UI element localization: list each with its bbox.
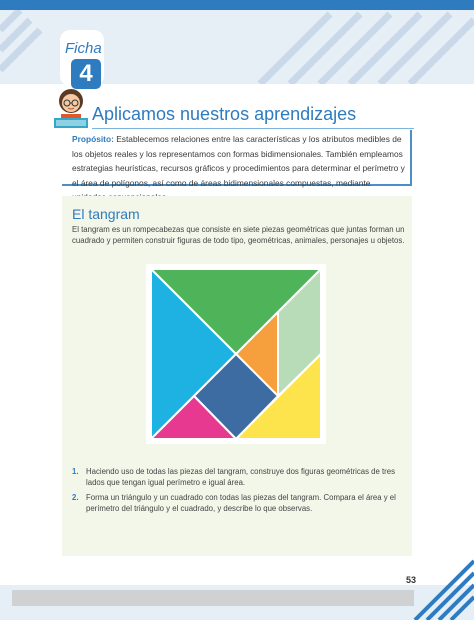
panel-intro: El tangram es un rompecabezas que consiste en siete piezas geométricas que juntas forman un cuadrado y permiten construir figuras de todo tipo, geométricas, animales, personajes u objetos. — [72, 225, 405, 245]
question-number: 2. — [72, 493, 79, 502]
girl-reading-icon — [50, 86, 92, 134]
page-number: 53 — [406, 575, 417, 585]
question-text: Forma un triángulo y un cuadrado con todas las piezas del tangram. Compara el área y el perímetro del triángulo y el cuadrado, y describe lo que observas. — [86, 493, 396, 513]
purpose-label: Propósito: — [72, 134, 114, 144]
ficha-number: 4 — [71, 59, 101, 89]
footer-bar — [12, 590, 414, 606]
question-number: 1. — [72, 467, 79, 476]
title-divider — [92, 128, 414, 129]
ficha-label: Ficha — [65, 40, 102, 57]
purpose-box — [62, 130, 412, 186]
purpose-text: Establecemos relaciones entre las características y los atributos medibles de los objetos reales y los representamos con formas bidimensionales. También empleamos estrategias heurísticas, recursos gráficos y procedimientos para determinar el perímetro y el área de polígonos, así como de áreas bidimensionales compuestas, mediante — [72, 134, 405, 188]
question-2 — [72, 492, 408, 514]
question-1 — [72, 466, 408, 488]
panel-title: El tangram — [72, 206, 140, 222]
question-text: Haciendo uso de todas las piezas del tangram, construye dos figuras geométricas de tres lados que tengan igual perímetro e igual área. — [86, 467, 396, 487]
tangram-figure — [146, 264, 326, 444]
section-title: Aplicamos nuestros aprendizajes — [92, 104, 357, 124]
